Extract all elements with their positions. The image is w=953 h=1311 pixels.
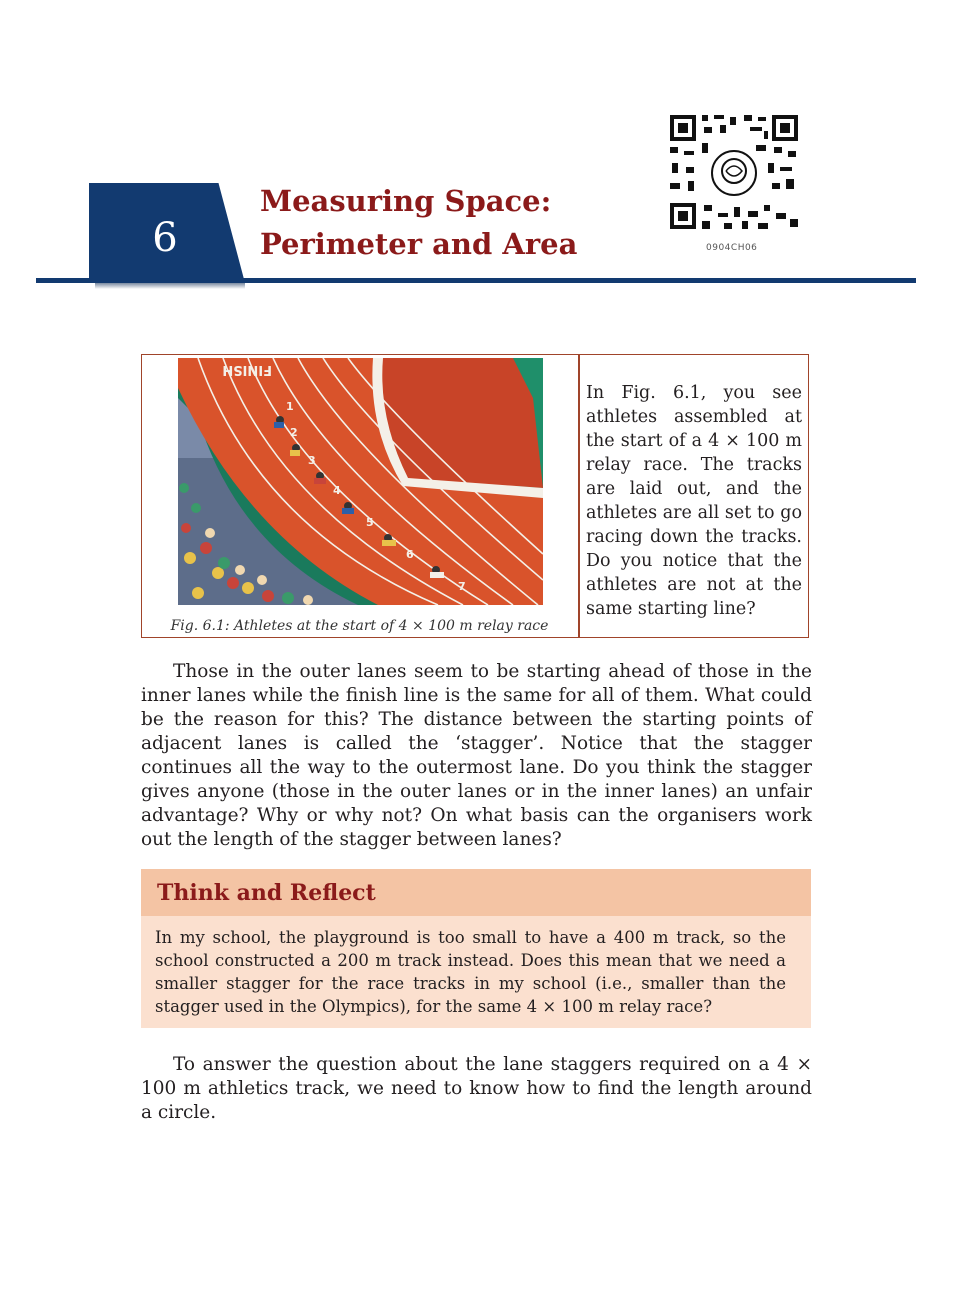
header-rule bbox=[36, 278, 916, 283]
svg-text:3: 3 bbox=[308, 454, 316, 467]
svg-text:6: 6 bbox=[406, 548, 414, 561]
figure-divider bbox=[578, 354, 580, 638]
svg-text:4: 4 bbox=[333, 484, 341, 497]
think-reflect-title: Think and Reflect bbox=[157, 880, 376, 906]
paragraph-stagger: Those in the outer lanes seem to be starting ahead of those in the inner lanes while the finish line is the same for all of them. What could be the reason for this? The distance between the starting points of adjacent lanes is called the ‘stagger’. Notice that the stagger continues all the way to the outermost lane. Do you think the stagger gives anyone (those in the outer lanes or in the inner lanes) an unfair advantage? Why or why not? On what basis can the organisers work out the length of the stagger between lanes? bbox=[141, 661, 812, 850]
svg-text:1: 1 bbox=[286, 400, 294, 413]
chapter-title-line1: Measuring Space: bbox=[260, 184, 552, 218]
chapter-box-shadow bbox=[95, 283, 245, 289]
paragraph-circle: To answer the question about the lane staggers required on a 4 × 100 m athletics track, we need to know how to find the length around a circle. bbox=[141, 1054, 812, 1123]
chapter-title-line2: Perimeter and Area bbox=[260, 227, 578, 261]
finish-track-label: FINISH bbox=[222, 362, 272, 377]
chapter-title bbox=[260, 180, 577, 266]
think-reflect-text: In my school, the playground is too small to have a 400 m track, so the school constructed a 200 m track instead. Does this mean that we need a smaller stagger for the race tracks in my school (i.e., smaller than the stagger used in the Olympics), for the same 4 × 100 m relay race? bbox=[155, 928, 786, 1016]
figure-caption: Fig. 6.1: Athletes at the start of 4 × 100 m relay race bbox=[170, 618, 549, 634]
svg-text:5: 5 bbox=[366, 516, 374, 529]
svg-text:7: 7 bbox=[458, 580, 466, 593]
svg-text:2: 2 bbox=[290, 426, 298, 439]
figure-side-text: In Fig. 6.1, you see athletes assembled at the start of a 4 × 100 m relay race. The tracks are laid out, and the athletes are all set to go racing down the tracks. Do you notice that the athletes are not at the same starting line? bbox=[586, 383, 802, 619]
relay-race-illustration bbox=[178, 358, 543, 605]
qr-code-label: 0904CH06 bbox=[706, 243, 758, 253]
chapter-number: 6 bbox=[152, 215, 178, 261]
qr-code-icon bbox=[668, 113, 800, 231]
